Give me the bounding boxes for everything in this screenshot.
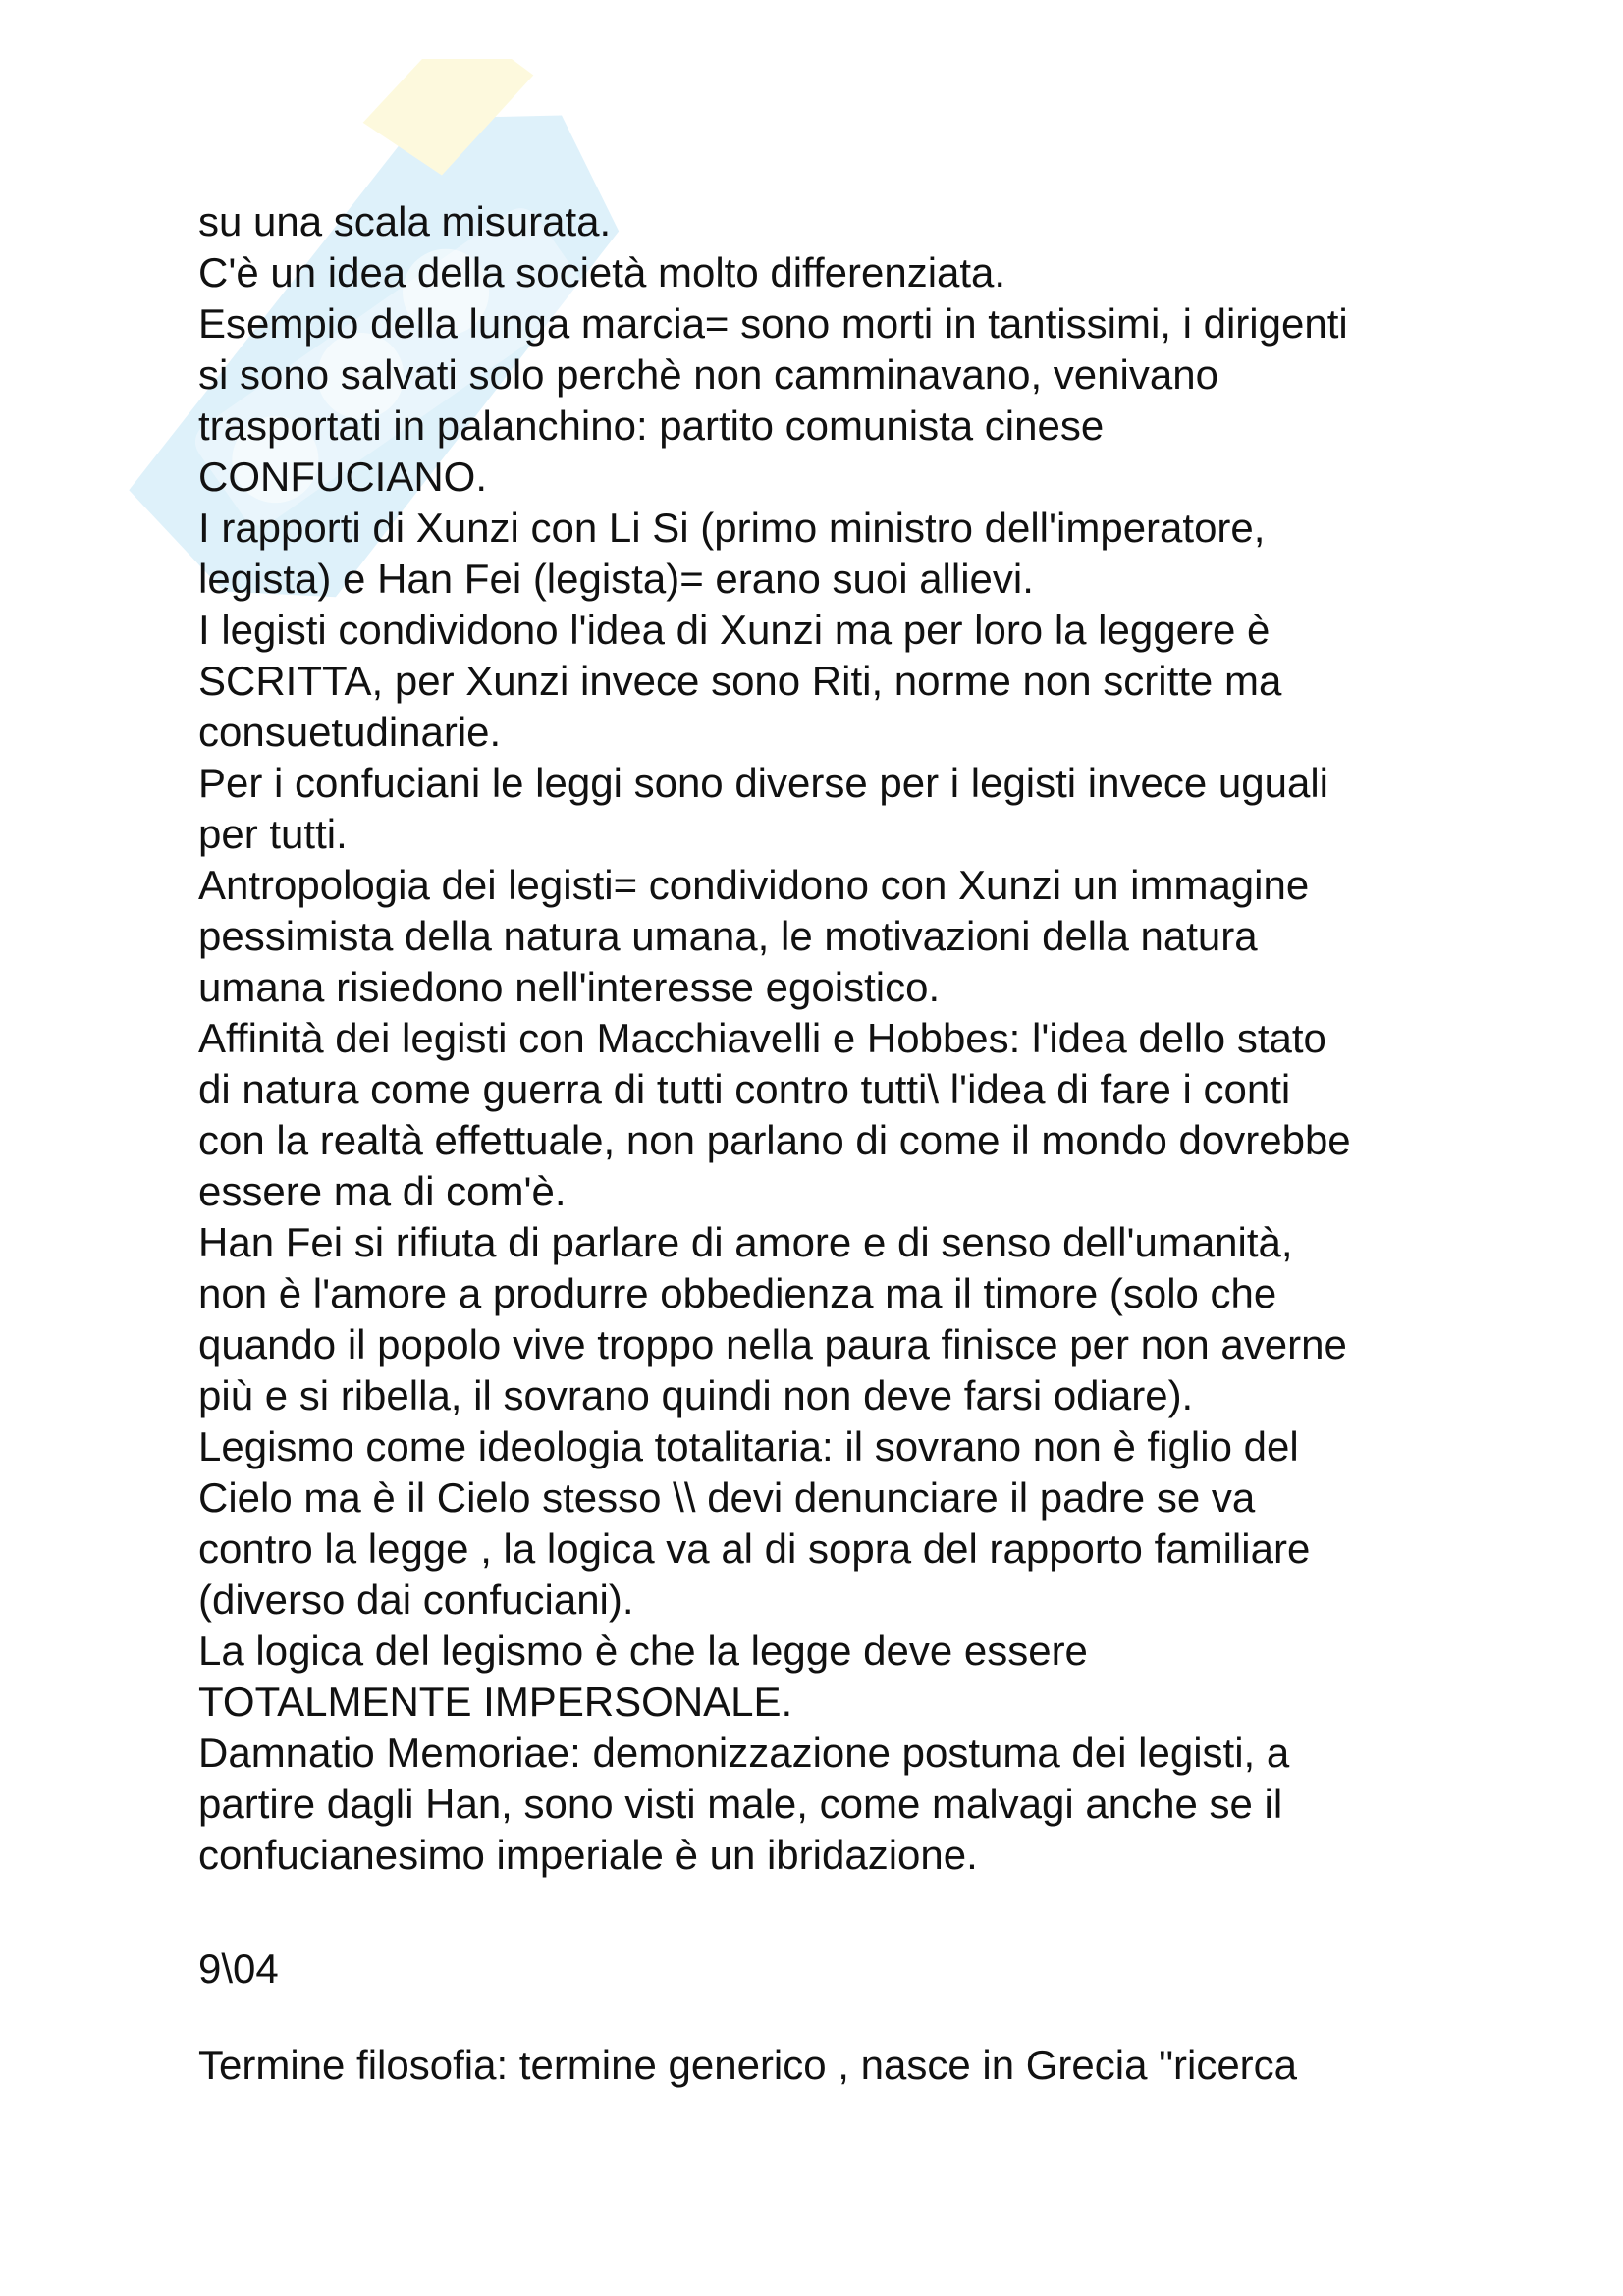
text-line: Legismo come ideologia totalitaria: il sovrano non è figlio del [198, 1423, 1299, 1469]
text-line: C'è un idea della società molto differenziata. [198, 249, 1006, 295]
text-line: pessimista della natura umana, le motivazioni della natura [198, 913, 1258, 959]
text-line: La logica del legismo è che la legge deve essere [198, 1628, 1088, 1674]
text-line: per tutti. [198, 811, 348, 857]
text-line: non è l'amore a produrre obbedienza ma il timore (solo che [198, 1270, 1277, 1316]
text-line: TOTALMENTE IMPERSONALE. [198, 1679, 793, 1725]
text-line: umana risiedono nell'interesse egoistico. [198, 964, 941, 1010]
text-line: si sono salvati solo perchè non camminavano, venivano [198, 351, 1218, 398]
date-heading: 9\04 [198, 1946, 279, 1992]
text-line: contro la legge , la logica va al di sopra del rapporto familiare [198, 1525, 1311, 1572]
text-line: su una scala misurata. [198, 198, 612, 244]
text-line: I rapporti di Xunzi con Li Si (primo ministro dell'imperatore, [198, 505, 1266, 551]
text-line: di natura come guerra di tutti contro tutti\ l'idea di fare i conti [198, 1066, 1291, 1112]
text-line: quando il popolo vive troppo nella paura finisce per non averne [198, 1321, 1347, 1367]
text-line: con la realtà effettuale, non parlano di come il mondo dovrebbe [198, 1117, 1351, 1163]
text-line: Affinità dei legisti con Macchiavelli e Hobbes: l'idea dello stato [198, 1015, 1326, 1061]
text-line: confucianesimo imperiale è un ibridazione. [198, 1832, 978, 1878]
text-line: Antropologia dei legisti= condividono con Xunzi un immagine [198, 862, 1310, 908]
text-line: CONFUCIANO. [198, 454, 487, 500]
text-line: Per i confuciani le leggi sono diverse per i legisti invece uguali [198, 760, 1328, 806]
text-line: consuetudinarie. [198, 709, 502, 755]
text-line: trasportati in palanchino: partito comunista cinese [198, 402, 1105, 449]
text-line: SCRITTA, per Xunzi invece sono Riti, norme non scritte ma [198, 658, 1282, 704]
text-line: Cielo ma è il Cielo stesso \\ devi denunciare il padre se va [198, 1474, 1256, 1521]
text-line: legista) e Han Fei (legista)= erano suoi allievi. [198, 556, 1034, 602]
paragraph-filosofia: Termine filosofia: termine generico , nasce in Grecia "ricerca [198, 2042, 1298, 2088]
text-line: I legisti condividono l'idea di Xunzi ma per loro la leggere è [198, 607, 1271, 653]
text-line: Esempio della lunga marcia= sono morti in tantissimi, i dirigenti [198, 300, 1348, 347]
body-text [198, 196, 1475, 1881]
text-line: essere ma di com'è. [198, 1168, 567, 1214]
text-line: partire dagli Han, sono visti male, come malvagi anche se il [198, 1781, 1283, 1827]
text-line: (diverso dai confuciani). [198, 1576, 634, 1623]
text-line: Han Fei si rifiuta di parlare di amore e di senso dell'umanità, [198, 1219, 1293, 1265]
text-line: più e si ribella, il sovrano quindi non deve farsi odiare). [198, 1372, 1194, 1418]
text-line: Damnatio Memoriae: demonizzazione postuma dei legisti, a [198, 1730, 1290, 1776]
